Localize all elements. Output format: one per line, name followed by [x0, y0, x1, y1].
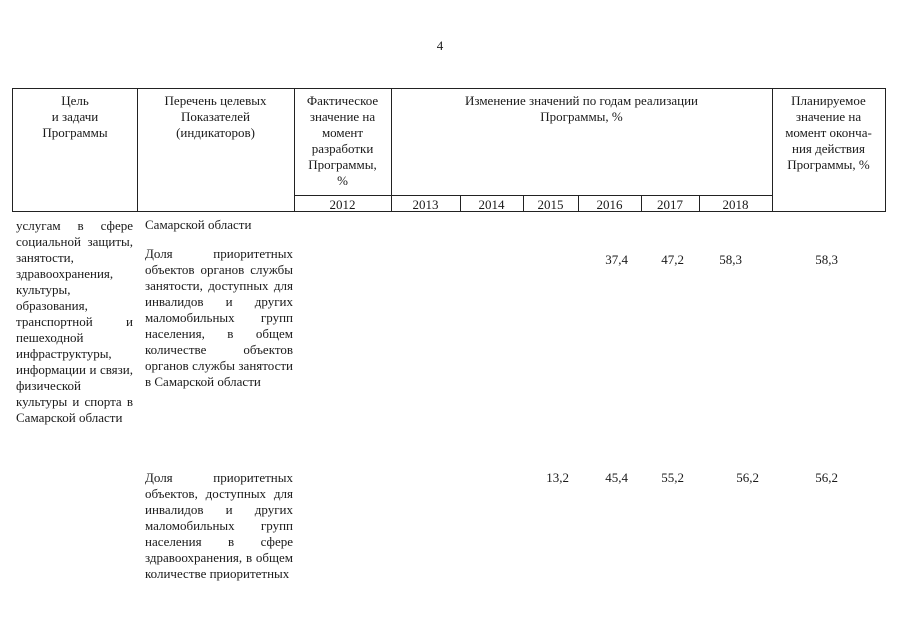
indicator-employment-services: Доля приоритетных объектов органов службы занятости, доступных для инвалидов и других маломобильных групп населения, в общем количестве объектов органов службы занятости в Самарской области — [145, 246, 293, 389]
header-indicators: Перечень целевых Показателей (индикаторов) — [164, 93, 267, 140]
header-goal: Цель и задачи Программы — [42, 93, 108, 140]
year-2017: 2017 — [657, 197, 683, 212]
value-2017: 47,2 — [661, 252, 684, 267]
year-row-divider — [294, 195, 772, 196]
year-2016: 2016 — [596, 197, 623, 212]
value-2016: 37,4 — [605, 252, 628, 267]
planned-value: 58,3 — [815, 252, 838, 267]
year-2014: 2014 — [478, 197, 505, 212]
header-planned-value: Планируемое значение на момент оконча- ния действия Программы, % — [785, 93, 872, 172]
header-yearly-change: Изменение значений по годам реализации Программы, % — [464, 93, 698, 124]
year-2012: 2012 — [329, 197, 356, 212]
indicator-continuation: Самарской области — [145, 217, 252, 232]
value-2017: 55,2 — [661, 470, 684, 485]
year-2018: 2018 — [722, 197, 749, 212]
year-2015: 2015 — [537, 197, 564, 212]
value-2015: 13,2 — [546, 470, 569, 485]
value-2016: 45,4 — [605, 470, 628, 485]
goal-description: услугам в сфере социальной защиты, занятости, здравоохранения, культуры, образования, транспортной и пешеходной инфраструктуры, информации и связи, физической культуры и спорта в Самарской области — [16, 218, 133, 425]
page-number: 4 — [436, 38, 444, 53]
planned-value: 56,2 — [815, 470, 838, 485]
year-2013: 2013 — [412, 197, 439, 212]
header-actual-value: Фактическое значение на момент разработки Программы, % — [306, 93, 379, 188]
value-2018: 58,3 — [719, 252, 742, 267]
value-2018: 56,2 — [736, 470, 759, 485]
table-header — [12, 88, 886, 212]
indicator-healthcare: Доля приоритетных объектов, доступных для инвалидов и других маломобильных групп населения в сфере здравоохранения, в общем количестве приоритетных — [145, 470, 293, 581]
